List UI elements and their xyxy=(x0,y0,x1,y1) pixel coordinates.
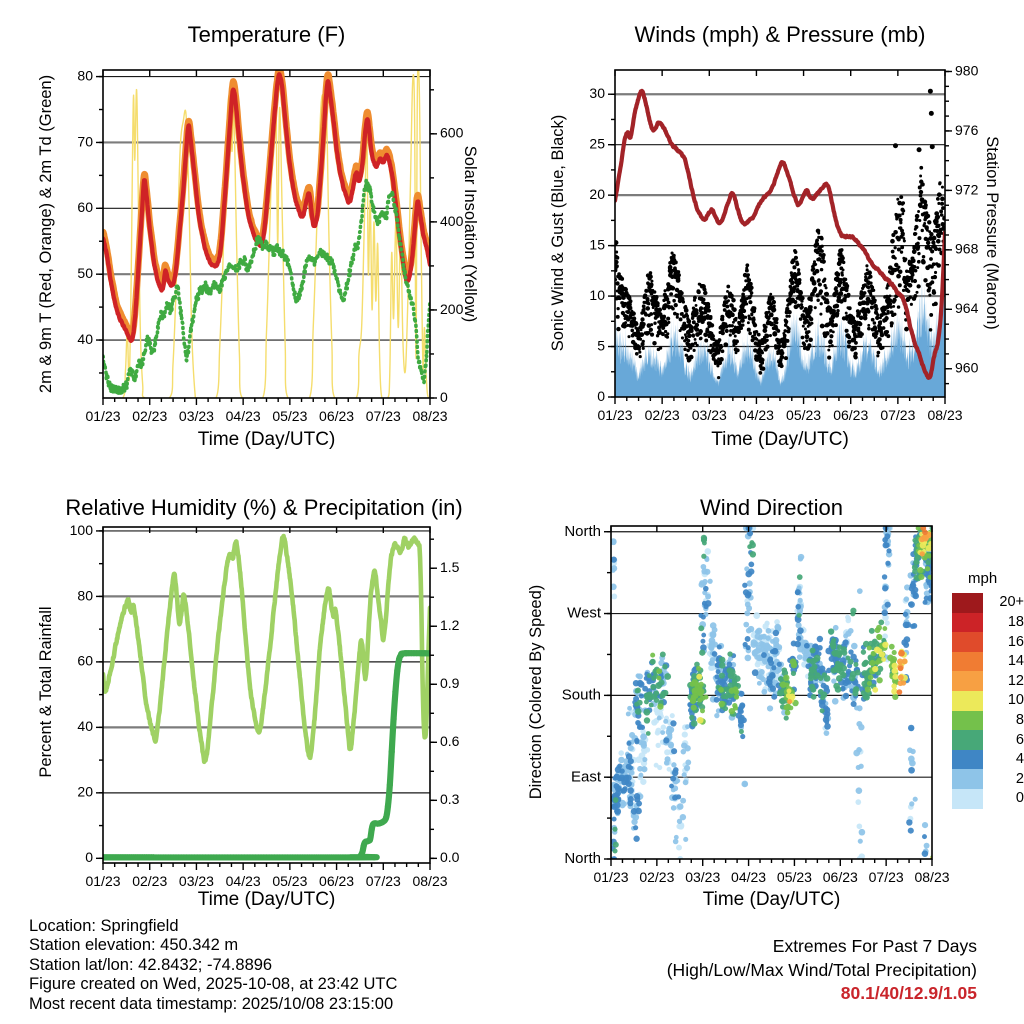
xaxis-label-temperature: Time (Day/UTC) xyxy=(197,429,336,450)
colorbar-segment xyxy=(952,691,983,711)
colorbar-segment xyxy=(952,769,983,789)
xaxis-label-winds: Time (Day/UTC) xyxy=(711,429,849,450)
colorbar-tick-label: 18 xyxy=(1007,613,1024,630)
station-info-block xyxy=(29,917,397,1014)
colorbar-tick-label: 6 xyxy=(1015,731,1024,748)
panel-title-humidity-precip: Relative Humidity (%) & Precipitation (in) xyxy=(65,495,463,520)
station-latlon: Station lat/lon: 42.8432; -74.8896 xyxy=(29,955,273,974)
yaxis-label-solar-insolation: Solar Insolation (Yellow) xyxy=(461,145,479,323)
yaxis-label-direction: Direction (Colored By Speed) xyxy=(527,584,545,800)
xaxis-label-direction: Time (Day/UTC) xyxy=(702,889,841,910)
panel-title-winds-pressure: Winds (mph) & Pressure (mb) xyxy=(634,22,926,47)
colorbar-tick-label: 12 xyxy=(1007,672,1024,689)
colorbar-tick-label: 4 xyxy=(1015,751,1024,768)
colorbar-segment xyxy=(952,730,983,750)
colorbar-tick-label: 10 xyxy=(1007,692,1024,709)
extremes-subtitle: (High/Low/Max Wind/Total Precipitation) xyxy=(666,959,977,980)
yaxis-label-station-pressure: Station Pressure (Maroon) xyxy=(983,136,1001,330)
panel-title-wind-direction: Wind Direction xyxy=(699,495,844,520)
extremes-block xyxy=(577,935,977,1006)
colorbar-segment xyxy=(952,789,983,809)
colorbar-segment xyxy=(952,632,983,652)
colorbar-tick-label: 16 xyxy=(1007,633,1024,650)
colorbar-units-label: mph xyxy=(968,570,998,587)
xaxis-label-humidity: Time (Day/UTC) xyxy=(197,889,336,910)
yaxis-label-temperature-left: 2m & 9m T (Red, Orange) & 2m Td (Green) xyxy=(37,74,55,394)
most-recent-data-timestamp: Most recent data timestamp: 2025/10/08 23:15:00 xyxy=(29,994,394,1013)
yaxis-label-sonic-wind: Sonic Wind & Gust (Blue, Black) xyxy=(549,114,567,352)
extremes-values: 80.1/40/12.9/1.05 xyxy=(840,983,977,1004)
colorbar-tick-label: 2 xyxy=(1015,770,1024,787)
colorbar-tick-label: 0 xyxy=(1015,790,1024,807)
colorbar-tick-label: 14 xyxy=(1007,653,1024,670)
colorbar-tick-label: 8 xyxy=(1015,711,1024,728)
wind-speed-colorbar xyxy=(952,593,983,809)
station-elevation: Station elevation: 450.342 m xyxy=(29,936,239,955)
colorbar-tick-label: 20+ xyxy=(999,594,1024,611)
station-location: Location: Springfield xyxy=(29,917,179,935)
colorbar-segment xyxy=(952,671,983,691)
yaxis-label-percent-rainfall: Percent & Total Rainfall xyxy=(37,606,55,778)
figure-created-timestamp: Figure created on Wed, 2025-10-08, at 23:42 UTC xyxy=(29,975,398,994)
colorbar-segment xyxy=(952,613,983,633)
colorbar-segment xyxy=(952,593,983,613)
panel-title-temperature: Temperature (F) xyxy=(187,22,346,47)
colorbar-segment xyxy=(952,750,983,770)
extremes-title: Extremes For Past 7 Days xyxy=(772,936,977,956)
colorbar-segment xyxy=(952,652,983,672)
colorbar-segment xyxy=(952,711,983,731)
